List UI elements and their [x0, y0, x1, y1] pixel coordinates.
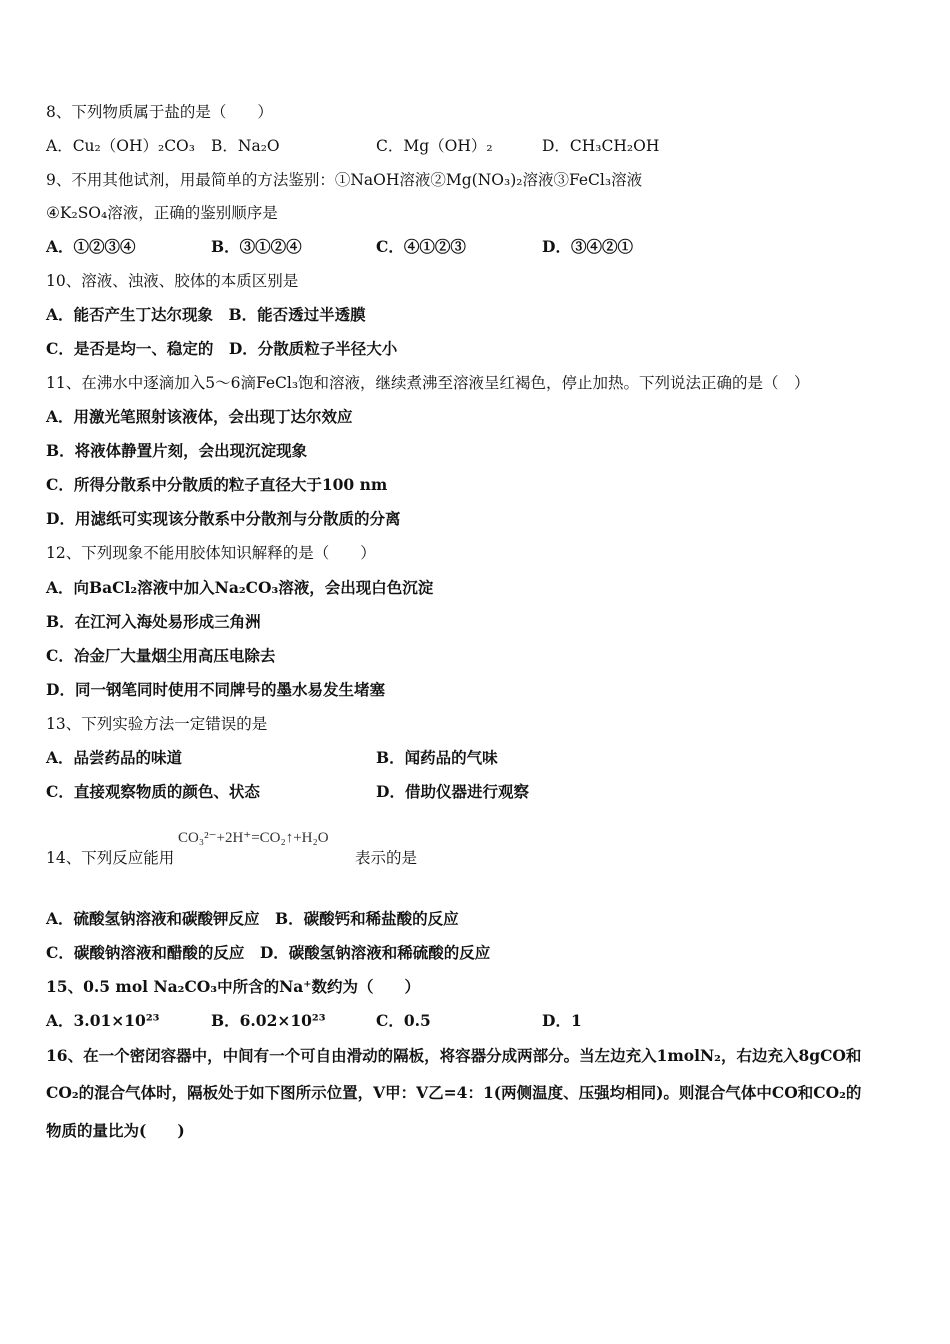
q13-option-c: C．直接观察物质的颜色、状态 — [46, 782, 260, 801]
q10-options-cd: C．是否是均一、稳定的 D．分散质粒子半径大小 — [46, 339, 398, 358]
q13-option-d: D．借助仪器进行观察 — [376, 782, 529, 801]
q14-options-cd: C．碳酸钠溶液和醋酸的反应 D．碳酸氢钠溶液和稀硫酸的反应 — [46, 943, 491, 962]
q16-stem-line1: 16、在一个密闭容器中，中间有一个可自由滑动的隔板，将容器分成两部分。当左边充入1molN₂，右边充入8gCO和 — [46, 1046, 862, 1065]
q12-option-c: C．冶金厂大量烟尘用高压电除去 — [46, 646, 276, 665]
q11-option-a: A．用激光笔照射该液体，会出现丁达尔效应 — [46, 407, 353, 426]
q10-options-ab: A．能否产生丁达尔现象 B．能否透过半透膜 — [46, 305, 366, 324]
q8-options — [46, 136, 906, 156]
q8-option-c: C．Mg（OH）₂ — [376, 137, 493, 155]
q15-option-a: A．3.01×10²³ — [46, 1011, 160, 1030]
q9-option-c: C．④①②③ — [376, 237, 466, 256]
q15-option-c: C．0.5 — [376, 1011, 431, 1030]
q15-option-d: D．1 — [542, 1011, 582, 1030]
q8-option-a: A．Cu₂（OH）₂CO₃ — [46, 137, 195, 155]
q14-stem-prefix: 14、下列反应能用 — [46, 849, 175, 867]
q15-options — [46, 1011, 906, 1031]
q13-options-ab — [46, 748, 906, 768]
q8-option-d: D．CH₃CH₂OH — [542, 137, 660, 155]
q11-stem: 11、在沸水中逐滴加入5～6滴FeCl₃饱和溶液，继续煮沸至溶液呈红褐色，停止加热。下列说法正确的是（ ） — [46, 374, 810, 392]
q9-option-d: D．③④②① — [542, 237, 633, 256]
q12-stem: 12、下列现象不能用胶体知识解释的是（ ） — [46, 544, 376, 562]
q15-option-b: B．6.02×10²³ — [211, 1011, 326, 1030]
q10-stem: 10、溶液、浊液、胶体的本质区别是 — [46, 272, 299, 290]
q13-stem: 13、下列实验方法一定错误的是 — [46, 715, 268, 733]
ionic-equation-formula: CO₃²⁻+2H⁺=CO₂↑+H₂O — [178, 830, 329, 846]
q13-options-cd — [46, 782, 906, 802]
q14-options-ab: A．硫酸氢钠溶液和碳酸钾反应 B．碳酸钙和稀盐酸的反应 — [46, 909, 459, 928]
q9-option-b: B．③①②④ — [211, 237, 302, 256]
q13-option-a: A．品尝药品的味道 — [46, 748, 183, 767]
q12-option-a: A．向BaCl₂溶液中加入Na₂CO₃溶液，会出现白色沉淀 — [46, 578, 434, 597]
q9-stem-line1: 9、不用其他试剂，用最简单的方法鉴别：①NaOH溶液②Mg(NO₃)₂溶液③FeCl₃溶液 — [46, 171, 643, 189]
q11-option-b: B．将液体静置片刻，会出现沉淀现象 — [46, 441, 308, 460]
q9-stem-line2: ④K₂SO₄溶液，正确的鉴别顺序是 — [46, 204, 278, 222]
q15-stem: 15、0.5 mol Na₂CO₃中所含的Na⁺数约为（ ） — [46, 977, 420, 996]
q16-stem-line3: 物质的量比为( ) — [46, 1121, 185, 1140]
q16-stem-line2: CO₂的混合气体时，隔板处于如下图所示位置，V甲：V乙=4：1(两侧温度、压强均相同)。则混合气体中CO和CO₂的 — [46, 1083, 862, 1102]
q11-option-d: D．用滤纸可实现该分散系中分散剂与分散质的分离 — [46, 509, 401, 528]
q8-stem: 8、下列物质属于盐的是（ ） — [46, 103, 273, 121]
q14-stem-suffix: 表示的是 — [355, 849, 418, 867]
q8-option-b: B．Na₂O — [211, 137, 280, 155]
q9-option-a: A．①②③④ — [46, 237, 136, 256]
q12-option-d: D．同一钢笔同时使用不同牌号的墨水易发生堵塞 — [46, 680, 385, 699]
q13-option-b: B．闻药品的气味 — [376, 748, 498, 767]
q9-options — [46, 237, 906, 257]
q12-option-b: B．在江河入海处易形成三角洲 — [46, 612, 261, 631]
q11-option-c: C．所得分散系中分散质的粒子直径大于100 nm — [46, 475, 388, 494]
